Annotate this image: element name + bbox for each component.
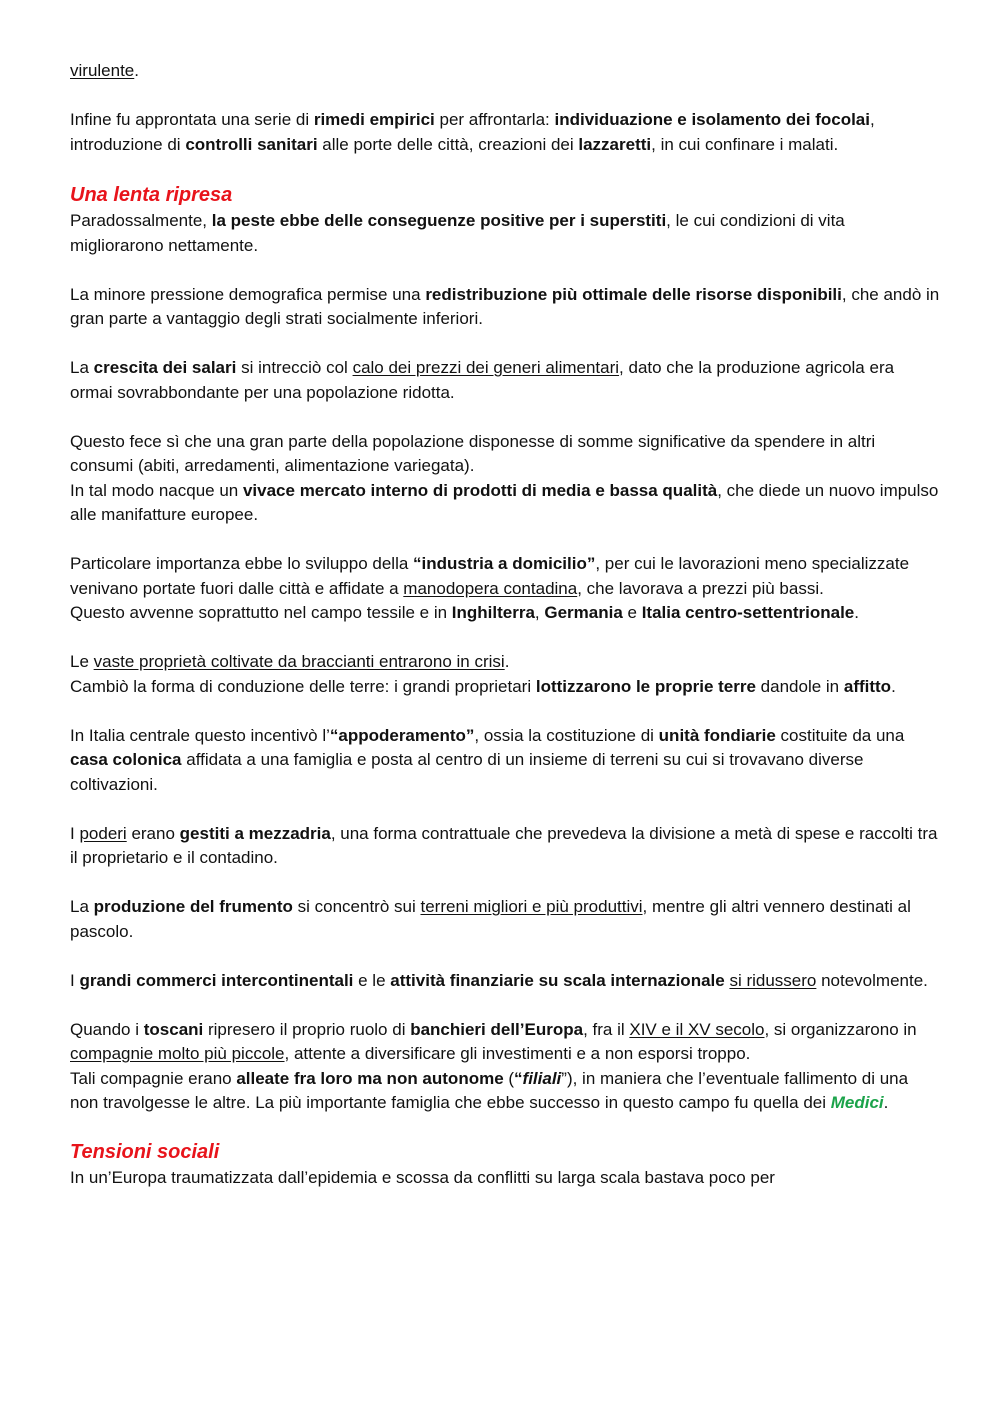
paragraph (70, 1067, 940, 1116)
text-run: , (534, 603, 545, 622)
text-run: , una forma contrattuale che prevedeva la divisione a metà di spese e raccolti tra il proprietario e il contadino. (70, 823, 938, 867)
text-run: , dato che la produzione agricola era ormai sovrabbondante per una popolazione ridotta. (70, 358, 895, 402)
text-run: , che lavorava a prezzi più bassi. (577, 578, 824, 598)
text-run: , mentre gli altri vennero destinati al pascolo. (70, 897, 911, 941)
medici-highlight: Medici (830, 1093, 884, 1112)
text-run: I (70, 970, 80, 990)
text-run: alle porte delle città, creazioni dei (317, 134, 579, 154)
text-run: La minore pressione demografica permise una (70, 284, 426, 304)
text-run: Questo avvenne soprattutto nel campo tessile e in (70, 603, 452, 622)
paragraph (70, 675, 940, 700)
text-run: dandole in (755, 676, 844, 696)
bold-text: lottizzarono le proprie terre (535, 676, 756, 696)
text-run: e (622, 603, 642, 622)
paragraph (70, 724, 940, 798)
paragraph (70, 601, 940, 626)
underlined-text: vaste proprietà coltivate da braccianti entrarono in crisi (93, 652, 505, 671)
text-run: , introduzione di (70, 110, 875, 154)
paragraph (70, 822, 940, 871)
paragraph (70, 969, 940, 994)
text-run: . (891, 676, 896, 696)
text-run: notevolmente. (816, 970, 928, 990)
bold-text: banchieri dell’Europa (410, 1019, 584, 1039)
text-run: In Italia centrale questo incentivò l’ (70, 725, 330, 745)
text-run: , si organizzarono in (764, 1019, 917, 1039)
text-run: . (504, 652, 510, 671)
text-run: In un’Europa traumatizzata dall’epidemia e scossa da conflitti su larga scala bastava poco per (70, 1167, 775, 1187)
paragraph (70, 552, 940, 601)
text-run: Le (70, 652, 94, 671)
text-run: , per cui le lavorazioni meno specializzate venivano portate fuori dalle città e affidate a (70, 554, 910, 598)
paragraph (70, 650, 940, 675)
bold-text: produzione del frumento (93, 897, 293, 916)
bold-text: grandi commerci intercontinentali (79, 970, 354, 990)
text-run: Cambiò la forma di conduzione delle terre: i grandi proprietari (70, 676, 536, 696)
text-run: , fra il (583, 1019, 630, 1039)
text-run: . (134, 61, 139, 80)
text-run: Tali compagnie erano (70, 1068, 237, 1088)
bold-text: controlli sanitari (185, 134, 318, 154)
underlined-text: compagnie molto più piccole (70, 1044, 285, 1063)
underlined-text: terreni migliori e più produttivi (420, 897, 643, 916)
text-run: Quando i (70, 1019, 144, 1039)
text-run: , ossia la costituzione di (474, 725, 659, 745)
bold-text: unità fondiarie (658, 725, 776, 745)
text-run: I (70, 823, 80, 843)
text-run: , le cui condizioni di vita migliorarono nettamente. (70, 211, 845, 255)
paragraph (70, 895, 940, 944)
bold-text: Germania (544, 603, 623, 622)
text-run: . (854, 603, 859, 622)
text-run: affidata a una famiglia e posta al centro di un insieme di terreni su cui si trovavano diverse coltivazioni. (70, 750, 864, 794)
text-run: In tal modo nacque un (70, 480, 243, 500)
text-run: , che andò in gran parte a vantaggio degli strati socialmente inferiori. (70, 284, 940, 328)
paragraph (70, 1166, 940, 1191)
paragraph (70, 59, 940, 84)
bold-text: “ (514, 1068, 523, 1088)
underlined-text: poderi (79, 823, 127, 843)
paragraph (70, 108, 940, 157)
text-run: ”), in maniera che l’eventuale fallimento di una non travolgesse le altre. La più importante famiglia che ebbe successo in questo campo fu quella dei (70, 1068, 909, 1112)
text-run: per affrontarla: (434, 110, 555, 129)
bold-text: lazzaretti (578, 134, 652, 154)
bold-text: Inghilterra (451, 603, 535, 622)
text-run: La (70, 358, 94, 377)
bold-text: casa colonica (70, 750, 182, 769)
paragraph (70, 356, 940, 405)
bold-text: la peste ebbe delle conseguenze positive per i superstiti (211, 211, 667, 230)
underlined-text: virulente (70, 61, 135, 80)
paragraph (70, 479, 940, 528)
bold-text: filiali (522, 1068, 562, 1088)
paragraph (70, 209, 940, 258)
bold-text: vivace mercato interno di prodotti di media e bassa qualità (242, 480, 718, 500)
bold-text: alleate fra loro ma non autonome (236, 1068, 504, 1088)
bold-text: crescita dei salari (93, 358, 237, 377)
bold-text: Italia centro-settentrionale (641, 603, 855, 622)
paragraph (70, 1018, 940, 1067)
document-body (70, 59, 940, 1190)
text-run: , attente a diversificare gli investimenti e a non esporsi troppo. (284, 1044, 751, 1063)
bold-text: “appoderamento” (329, 725, 475, 745)
text-run: costituite da una (775, 725, 905, 745)
text-run: e le (353, 970, 391, 990)
text-run: Questo fece sì che una gran parte della popolazione disponesse di somme significative da spendere in altri consumi (abiti, arredamenti, alimentazione variegata). (70, 431, 876, 475)
paragraph (70, 430, 940, 479)
bold-text: affitto (843, 676, 892, 696)
text-run: , in cui confinare i malati. (651, 134, 839, 154)
text-run: Infine fu approntata una serie di (70, 110, 314, 129)
underlined-text: XIV e il XV secolo (629, 1019, 765, 1039)
underlined-text: calo dei prezzi dei generi alimentari (352, 358, 620, 377)
text-run: ripresero il proprio ruolo di (203, 1019, 411, 1039)
bold-text: gestiti a mezzadria (179, 823, 331, 843)
bold-text: toscani (143, 1019, 204, 1039)
text-run: Particolare importanza ebbe lo sviluppo della (70, 554, 414, 573)
text-run: , che diede un nuovo impulso alle manifatture europee. (70, 480, 939, 524)
underlined-text: si ridussero (729, 970, 817, 990)
text-run: La (70, 897, 94, 916)
section-heading: Tensioni sociali (70, 1140, 220, 1163)
bold-text: attività finanziarie su scala internazionale (390, 970, 725, 990)
bold-text: individuazione e isolamento dei focolai (554, 110, 870, 129)
bold-text: rimedi empirici (313, 110, 435, 129)
underlined-text: manodopera contadina (403, 578, 578, 598)
text-run: erano (126, 823, 180, 843)
text-run: ( (503, 1068, 515, 1088)
bold-text: redistribuzione più ottimale delle risorse disponibili (425, 284, 842, 304)
text-run: . (883, 1093, 889, 1112)
text-run: si intrecciò col (236, 358, 353, 377)
paragraph (70, 283, 940, 332)
section-heading: Una lenta ripresa (70, 184, 233, 206)
text-run: Paradossalmente, (70, 211, 212, 230)
text-run: si concentrò sui (292, 897, 421, 916)
bold-text: “industria a domicilio” (413, 554, 596, 573)
